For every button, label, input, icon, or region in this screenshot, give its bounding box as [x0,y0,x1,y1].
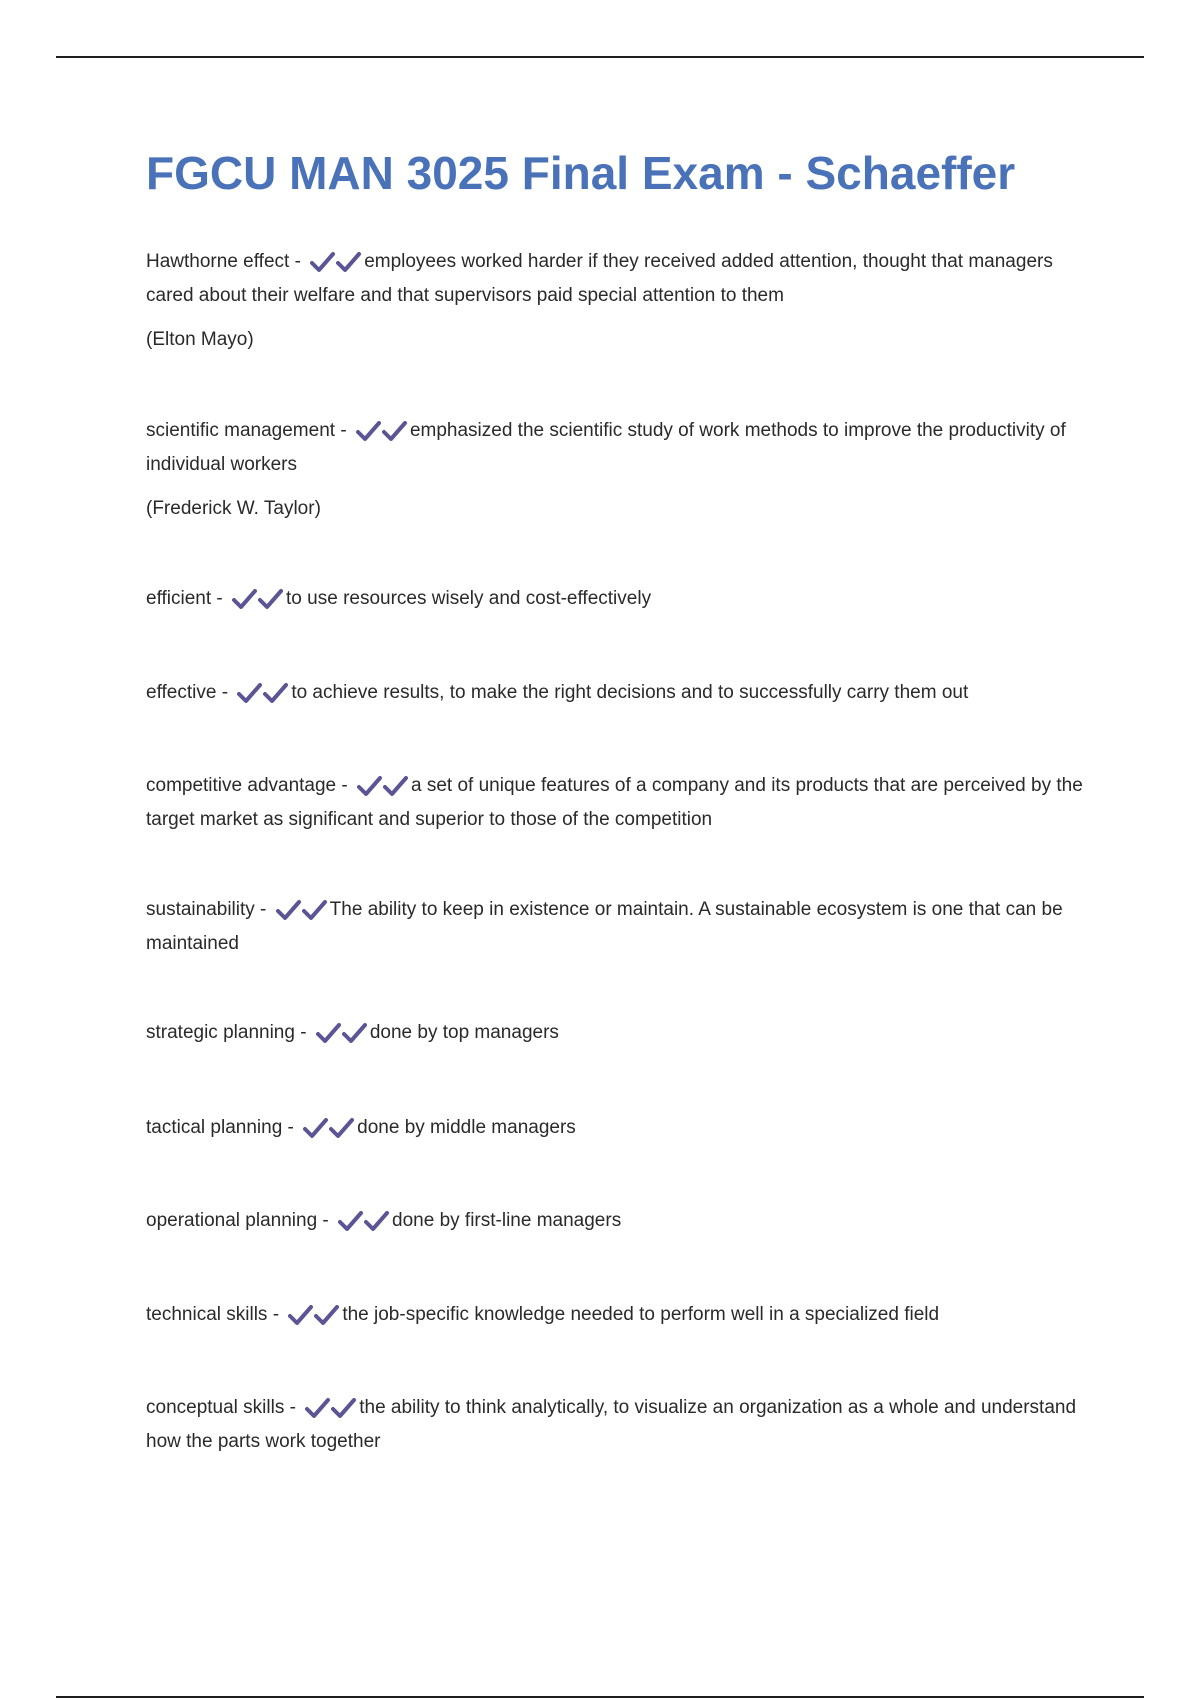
check-icon [382,420,408,442]
double-check-icons [237,682,289,712]
check-icon [364,1210,390,1232]
entry-text [146,1206,1096,1240]
entry-term: operational planning [146,1210,318,1231]
double-check-icons [288,1304,340,1334]
entry-text [146,895,1096,959]
entry-text [146,416,1096,480]
entry-text [146,1018,1096,1052]
check-icon [305,1397,331,1419]
entry-text [146,678,1096,712]
entry-attribution: (Frederick W. Taylor) [146,498,321,519]
double-check-icons [316,1022,368,1052]
entry-attribution: (Elton Mayo) [146,329,254,350]
check-icon [314,1304,340,1326]
entry-term: effective [146,682,217,703]
entry-text [146,584,1096,618]
entry-definition: emphasized the scientific study of work methods to improve the productivity of individual workers [146,420,1066,475]
glossary-entry [146,1018,1096,1052]
entry-separator: - [289,251,307,272]
entry-separator: - [335,420,352,441]
double-check-icons [232,588,284,618]
entry-definition: done by top managers [369,1022,559,1043]
entry-term: competitive advantage [146,775,337,796]
entry-definition: a set of unique features of a company and its products that are perceived by the target market as significant and superior to those of the competition [146,775,1083,830]
double-check-icons [310,251,362,281]
double-check-icons [356,420,408,450]
glossary-entry [146,1393,1096,1457]
entry-term: efficient [146,588,212,609]
entry-definition: the ability to think analytically, to visualize an organization as a whole and understand how the parts work together [146,1397,1077,1452]
entry-definition: the job-specific knowledge needed to perform well in a specialized field [342,1304,940,1325]
check-icon [331,1397,357,1419]
entry-text [146,1300,1096,1334]
double-check-icons [305,1397,357,1427]
glossary-entry [146,1113,1096,1147]
entry-separator: - [336,775,354,796]
double-check-icons [303,1117,355,1147]
check-icon [232,588,258,610]
check-icon [288,1304,314,1326]
entry-separator: - [216,682,234,703]
entry-separator: - [254,899,272,920]
double-check-icons [357,775,409,805]
entry-text [146,1393,1096,1457]
check-icon [302,899,328,921]
entry-separator: - [267,1304,285,1325]
entry-separator: - [211,588,229,609]
entry-definition: to use resources wisely and cost-effectively [286,588,652,609]
entry-separator: - [284,1397,302,1418]
check-icon [336,251,362,273]
entry-definition: done by first-line managers [392,1210,622,1231]
entry-text [146,771,1096,835]
entry-definition: The ability to keep in existence or maintain. A sustainable ecosystem is one that can be maintained [146,899,1063,954]
entry-text [146,1113,1096,1147]
page-title: FGCU MAN 3025 Final Exam - Schaeffer [146,147,1016,199]
entry-separator: - [317,1210,335,1231]
check-icon [310,251,336,273]
entry-text [146,247,1096,311]
check-icon [316,1022,342,1044]
check-icon [342,1022,368,1044]
entry-definition: to achieve results, to make the right decisions and to successfully carry them out [291,682,969,703]
check-icon [276,899,302,921]
glossary-entry [146,771,1096,835]
check-icon [338,1210,364,1232]
double-check-icons [276,899,328,929]
entry-term: conceptual skills [146,1397,285,1418]
double-check-icons [338,1210,390,1240]
glossary-entry [146,416,1096,524]
entry-term: tactical planning [146,1117,283,1138]
check-icon [329,1117,355,1139]
check-icon [356,420,382,442]
check-icon [357,775,383,797]
glossary-entry [146,584,1096,618]
entry-term: technical skills [146,1304,268,1325]
check-icon [237,682,263,704]
check-icon [263,682,289,704]
top-rule [56,56,1144,58]
glossary-entry [146,247,1096,355]
check-icon [383,775,409,797]
entry-term: sustainability [146,899,255,920]
bottom-rule [56,1696,1144,1698]
glossary-entry [146,678,1096,712]
entry-term: Hawthorne effect [146,251,290,272]
entry-term: scientific management [146,420,336,441]
entry-definition: done by middle managers [357,1117,576,1138]
entry-separator: - [294,1022,312,1043]
entry-term: strategic planning [146,1022,295,1043]
glossary-entry [146,895,1096,959]
check-icon [258,588,284,610]
check-icon [303,1117,329,1139]
entry-definition: employees worked harder if they received added attention, thought that managers cared about their welfare and that supervisors paid special attention to them [146,251,1053,306]
glossary-entry [146,1300,1096,1334]
glossary-entry [146,1206,1096,1240]
entry-separator: - [282,1117,300,1138]
